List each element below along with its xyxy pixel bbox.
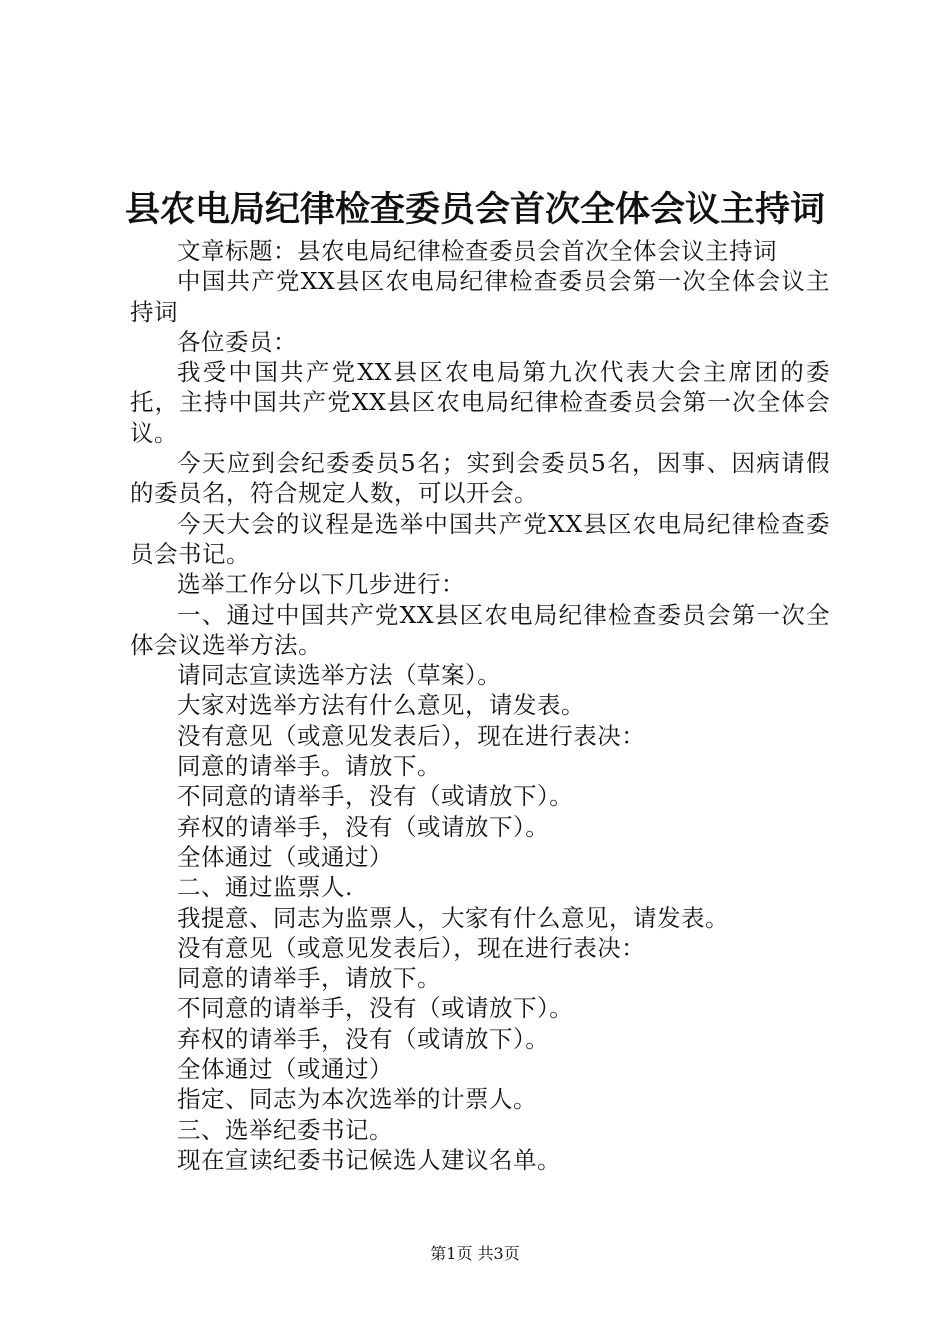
paragraph: 不同意的请举手，没有（或请放下）。 — [177, 994, 574, 1023]
paragraph: 同意的请举手。请放下。 — [177, 752, 441, 781]
paragraph: 二、通过监票人. — [177, 873, 353, 902]
page-number-footer: 第1页 共3页 — [430, 1244, 520, 1263]
paragraph: 现在宣读纪委书记候选人建议名单。 — [177, 1145, 561, 1174]
paragraph: 一、通过中国共产党XX县区农电局纪律检查委员会第一次全体会议选举方法。 — [130, 600, 830, 659]
paragraph: 各位委员： — [177, 327, 297, 356]
paragraph: 今天应到会纪委委员5名；实到会委员5名，因事、因病请假的委员名，符合规定人数，可以开会。 — [130, 449, 830, 508]
paragraph: 指定、同志为本次选举的计票人。 — [177, 1085, 537, 1114]
paragraph: 同意的请举手，请放下。 — [177, 964, 441, 993]
paragraph: 中国共产党XX县区农电局纪律检查委员会第一次全体会议主持词 — [130, 267, 830, 326]
document-body — [130, 236, 830, 1175]
paragraph: 我提意、同志为监票人，大家有什么意见，请发表。 — [177, 903, 729, 932]
paragraph: 请同志宣读选举方法（草案）。 — [177, 661, 502, 690]
paragraph: 没有意见（或意见发表后），现在进行表决： — [177, 721, 646, 750]
paragraph: 今天大会的议程是选举中国共产党XX县区农电局纪律检查委员会书记。 — [130, 509, 830, 568]
document-title: 县农电局纪律检查委员会首次全体会议主持词 — [124, 189, 825, 230]
paragraph: 不同意的请举手，没有（或请放下）。 — [177, 782, 574, 811]
paragraph: 全体通过（或通过） — [177, 1055, 393, 1084]
paragraph: 弃权的请举手，没有（或请放下）。 — [177, 1024, 550, 1053]
paragraph: 文章标题：县农电局纪律检查委员会首次全体会议主持词 — [177, 237, 777, 265]
paragraph: 选举工作分以下几步进行： — [177, 570, 465, 599]
paragraph: 我受中国共产党XX县区农电局第九次代表大会主席团的委托，主持中国共产党XX县区农电局纪律检查委员会第一次全体会议。 — [130, 358, 830, 447]
paragraph: 大家对选举方法有什么意见，请发表。 — [177, 691, 585, 720]
paragraph: 三、选举纪委书记。 — [177, 1115, 393, 1144]
paragraph: 弃权的请举手，没有（或请放下）。 — [177, 812, 550, 841]
paragraph: 全体通过（或通过） — [177, 842, 393, 871]
paragraph: 没有意见（或意见发表后），现在进行表决： — [177, 933, 646, 962]
